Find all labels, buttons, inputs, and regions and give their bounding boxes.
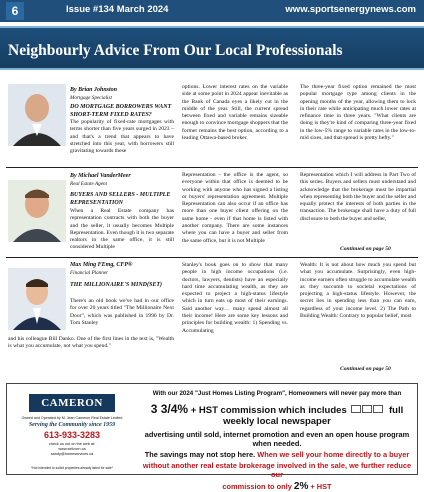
article1-col3: The three-year fixed option remained the most popular mortgage type among clients in the opening months of the year, allowing them to lock in their rate while anticipating much lower rates at refinance time in three years. "What clients are doing is they're kind of comparing three-year fixed in the low-5% range to variable rates in the low-to-mid sixes, and that spread is pretty hefty."	[300, 84, 416, 142]
author-role-3: Financial Planner	[70, 270, 109, 276]
divider-2	[6, 257, 418, 258]
author-photo-max	[8, 268, 66, 330]
logo-name: CAMERON	[29, 394, 115, 412]
author-byline-3: Max Ming FEmg, CFP®	[70, 262, 133, 268]
article1-col2: options. Lower interest rates on the variable side at some point in 2024 appear inevitable as the Bank of Canada eyes a likely cut in the middle of the year. Still, the current spread between fixed and variable remains sizeable enough to convince mortgage shoppers that the former remains the best option, according to a leading Ottawa-based broker.	[182, 84, 288, 142]
ad-line-5: without another real estate brokerage involved in the sale, we further reduce our	[142, 461, 412, 479]
article2-col3: Representation which I will address in Part Two of this series. Buyers and sellers must understand and acknowledge that the brokerage must be impartial when representing both the buyer and the seller and equally protect the interests of both parties in the transaction. The brokerage shall have a duty of full disclosure to both the buyer and seller,	[300, 172, 416, 222]
web-block	[15, 442, 129, 457]
article3-col3: Wealth: It is not about how much you spend but what you accumulate. Surprisingly, even high-income earners often struggle to accumulate wealth as they succumb to societal expectations of projecting a high-status lifestyle. However, the secret lies in spending less than you can earn, regardless of your income level. 2) The Path to Building Wealth: Contrary to popular belief, most	[300, 262, 416, 320]
ad-line-1: With our 2024 "Just Homes Listing Program", Homeowners will never pay more than	[152, 390, 402, 397]
headline-1: DO MORTGAGE BORROWERS WANT SHORT-TERM FIXED RATES?	[70, 104, 172, 118]
top-bar	[0, 0, 424, 22]
website-link[interactable]: www.sportsenergynews.com	[285, 4, 416, 15]
reduced-rate: 2%	[293, 481, 309, 492]
ad-copy	[139, 388, 415, 492]
commission-end: full weekly local newspaper	[223, 405, 404, 427]
article3-col1b: and his colleague Bill Danko. One of the first lines in the text is, "Wealth is what you accumulate, not what you spend."	[8, 336, 174, 350]
web-link-1[interactable]: www.sellcorn.ca	[58, 447, 86, 451]
article2-col2: Representation - the office is the agent, so everyone within that office is deemed to be working with anyone who has signed a listing or buyers' representation agreement. Multiple Representation can also occur if an office has more than one buyer client offering on the same home - even if that home is listed with another company. There are some instances where you can have a buyer and seller from the same office, but it is not Multiple	[182, 172, 288, 244]
web-link-2[interactable]: sandy@homeservices.ca	[50, 452, 94, 456]
section-banner	[0, 26, 424, 70]
commission-text: + HST commission which includes	[190, 405, 347, 416]
author-role-1: Mortgage Specialist	[70, 95, 112, 101]
article3-col1a: There's an old book we've had in our office for over 20 years titled "The Millionaire Next Door", which was published in 1996 by Dr. Tom Stanley	[70, 298, 174, 326]
reduced-end: + HST	[310, 482, 332, 491]
article1-col1: The popularity of fixed-rate mortgages with terms shorter than five years surged in 2023 – and that's a trend that appears to have stretched into this year, with borrowers still gravitating towards these	[70, 119, 174, 155]
commission-rate: 3 3/4%	[150, 402, 189, 416]
logo-house-graphic	[11, 388, 133, 416]
article3-col2: Stanley's book goes on to show that many people in high income occupations (i.e. doctors, lawyers, dentists) have an especially hard time accumulating wealth, as they are expected to project a high-status lifestyle which in turn eats up most of their earnings. Said another way… many spend almost all their income! Here are some key lessons and principles for building wealth: 1) Spending vs. Accumulating	[182, 262, 288, 334]
author-photo-michael	[8, 180, 66, 242]
divider-1	[6, 167, 418, 168]
author-byline-1: By Brian Johnston	[70, 87, 118, 93]
media-logos-icon	[351, 405, 384, 416]
web-intro: check us out on the web at:	[48, 442, 96, 446]
page-number: 6	[6, 2, 24, 20]
fine-print: *Not intended to solicit properties already listed for sale*	[31, 466, 113, 470]
savings-red-text: When we sell your home directly to a buyer	[257, 450, 410, 459]
cameron-advertisement	[6, 383, 418, 492]
article2-col1: When a Real Estate company has representation contracts with both the buyer and the seller, it usually becomes Multiple Representation. Even though it is two separate realtors in the same office, it is still considered Multiple	[70, 208, 174, 251]
ad-line-6	[139, 481, 415, 492]
author-role-2: Real Estate Agent	[70, 181, 108, 187]
headline-2: BUYERS AND SELLERS - MULTIPLE REPRESENTATION	[70, 192, 171, 206]
reduced-text: commission to only	[222, 482, 292, 491]
continued-link-3[interactable]: Continued on page 50	[340, 366, 391, 372]
author-byline-2: By Michael VanderMeer	[70, 173, 131, 179]
savings-text: The savings may not stop here.	[144, 450, 256, 459]
banner-title: Neighbourly Advice From Our Local Professionals	[8, 42, 343, 59]
continued-link-2[interactable]: Continued on page 50	[340, 246, 391, 252]
ad-line-4	[139, 450, 415, 459]
ad-line-3: advertising until sold, internet promotion and even an open house program when needed.	[144, 430, 410, 448]
headline-3: THE MILLIONAIRE'S MIND(SET)	[70, 282, 163, 288]
phone-number[interactable]: 613-933-3283	[43, 430, 101, 440]
logo-subtitle: Owned and Operated by M. Jean Cameron Real Estate Limited	[21, 416, 123, 420]
cameron-logo	[11, 388, 133, 472]
author-photo-brian	[8, 84, 66, 146]
ad-line-2	[139, 402, 415, 427]
issue-label: Issue #134 March 2024	[66, 4, 169, 15]
logo-serving: Serving the Community since 1959	[28, 422, 116, 428]
